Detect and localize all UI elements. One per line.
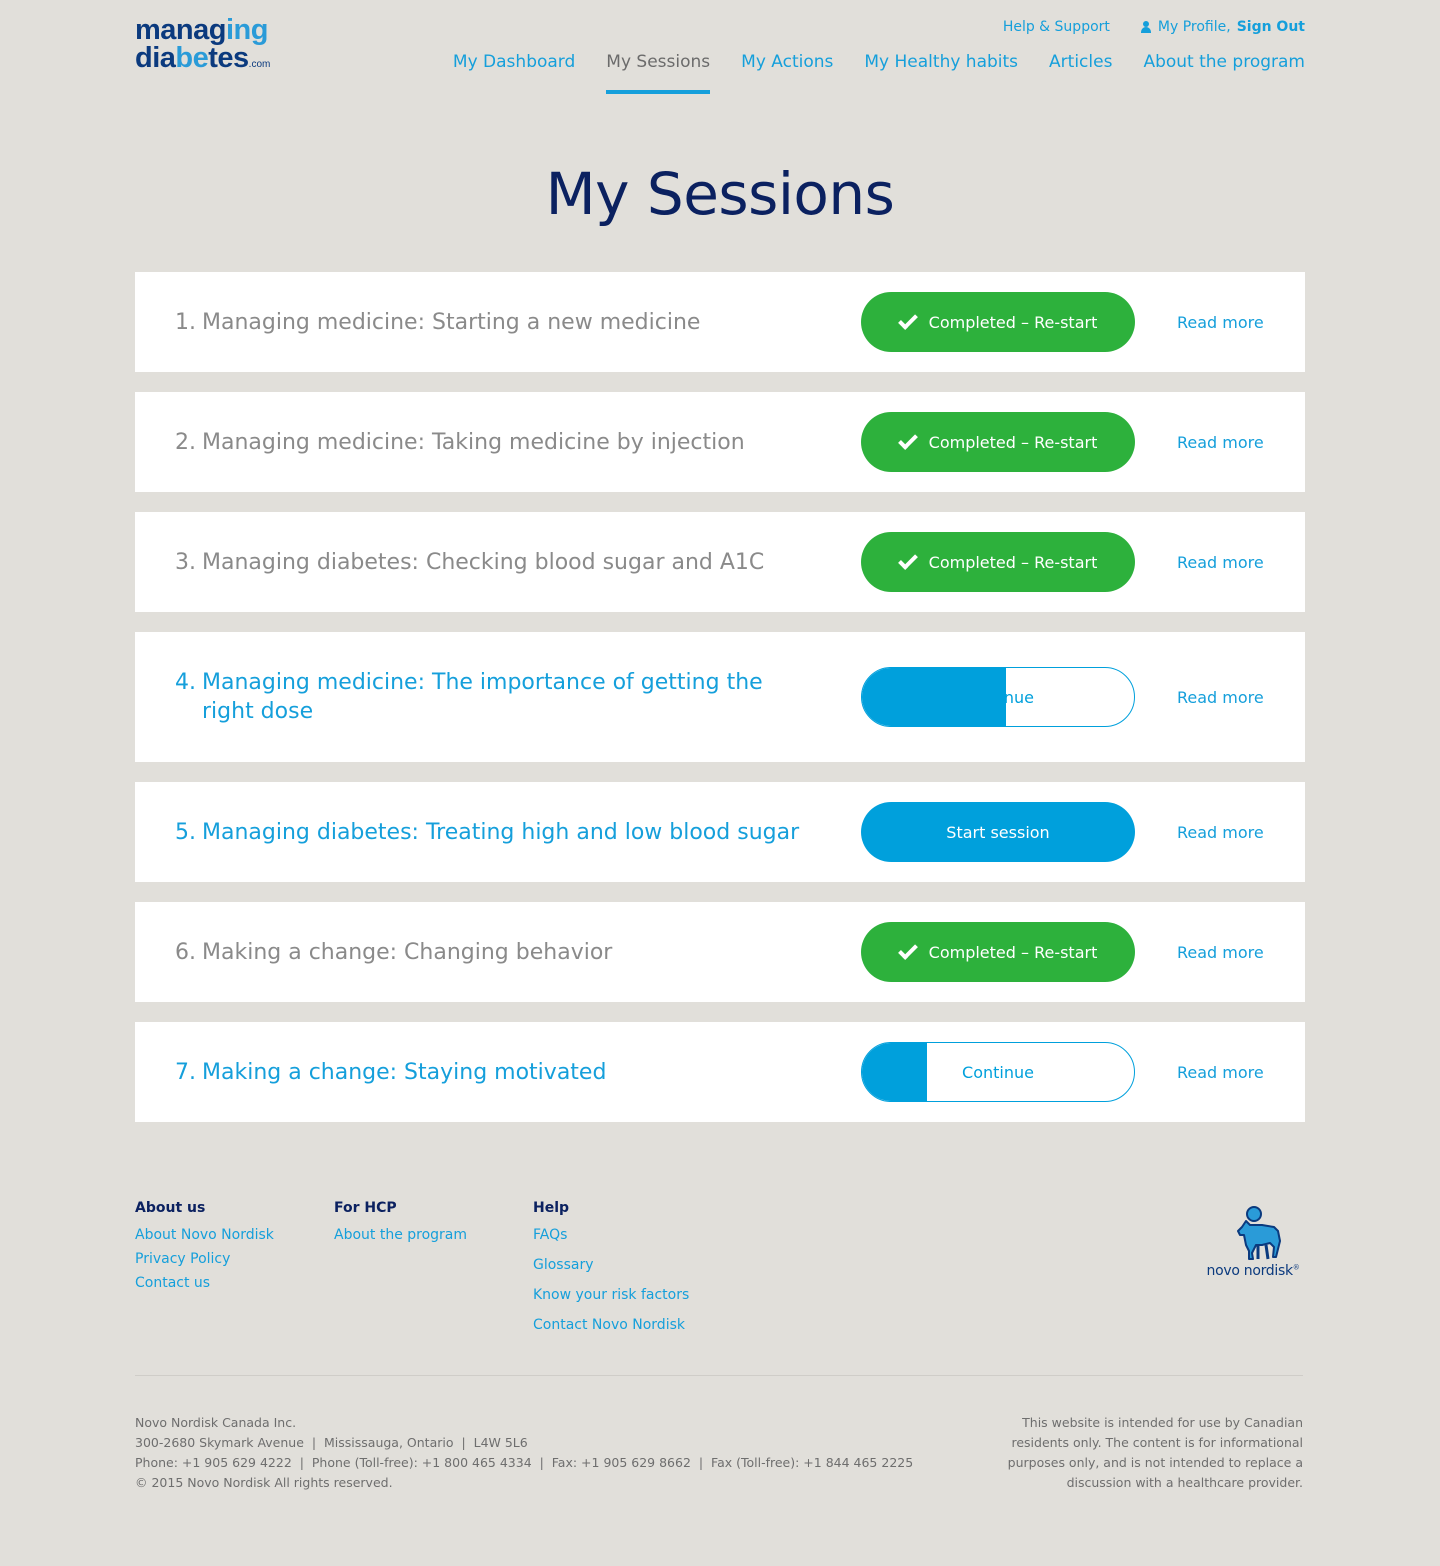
- read-more-link[interactable]: Read more: [1177, 822, 1264, 842]
- session-title-text: Managing medicine: Starting a new medicine: [202, 309, 701, 335]
- page-title: My Sessions: [545, 160, 895, 228]
- read-more-link[interactable]: Read more: [1177, 432, 1264, 452]
- button-label: Continue: [962, 1062, 1034, 1082]
- checkmark-icon: [898, 310, 918, 330]
- session-number: 4.: [175, 670, 196, 695]
- nav-my-sessions[interactable]: My Sessions: [606, 52, 710, 94]
- restart-button[interactable]: [861, 532, 1135, 592]
- novo-nordisk-logo[interactable]: [1200, 1205, 1306, 1279]
- button-label: Start session: [946, 822, 1050, 842]
- session-card: [135, 512, 1305, 612]
- session-card: [135, 782, 1305, 882]
- session-number: 7.: [175, 1059, 196, 1085]
- my-profile-link[interactable]: My Profile,: [1157, 19, 1231, 35]
- footer-link-risk-factors[interactable]: Know your risk factors: [533, 1287, 690, 1303]
- progress-fill: [862, 1043, 927, 1101]
- copyright: © 2015 Novo Nordisk All rights reserved.: [135, 1475, 393, 1490]
- button-label: Continue: [962, 687, 1034, 707]
- nav-articles[interactable]: Articles: [1049, 52, 1113, 72]
- site-logo[interactable]: [135, 14, 271, 74]
- continue-button[interactable]: [861, 667, 1135, 727]
- footer-link-about-novo-nordisk[interactable]: About Novo Nordisk: [135, 1227, 274, 1243]
- continue-button[interactable]: [861, 1042, 1135, 1102]
- footer-link-contact-us[interactable]: Contact us: [135, 1275, 211, 1291]
- company-address: [135, 1413, 913, 1493]
- main-nav: [453, 52, 1305, 94]
- footer-link-faqs[interactable]: FAQs: [533, 1227, 568, 1243]
- read-more-link[interactable]: Read more: [1177, 1062, 1264, 1082]
- footer-column-hcp: [334, 1200, 533, 1347]
- session-card: [135, 392, 1305, 492]
- session-number: 3.: [175, 549, 196, 575]
- session-card: [135, 632, 1305, 762]
- session-number: 2.: [175, 429, 196, 455]
- button-label: Completed – Re-start: [928, 312, 1098, 332]
- session-title: [175, 818, 805, 847]
- sign-out-link[interactable]: Sign Out: [1236, 19, 1305, 35]
- button-label: Completed – Re-start: [928, 432, 1098, 452]
- session-title-text: Making a change: Changing behavior: [202, 939, 613, 965]
- session-title: [175, 548, 805, 577]
- read-more-link[interactable]: Read more: [1177, 312, 1264, 332]
- help-support-link[interactable]: Help & Support: [1002, 19, 1110, 35]
- sessions-list: [135, 272, 1305, 1142]
- session-title-text: Making a change: Staying motivated: [202, 1059, 607, 1085]
- restart-button[interactable]: [861, 922, 1135, 982]
- bull-icon: [1222, 1205, 1284, 1267]
- restart-button[interactable]: [861, 292, 1135, 352]
- nav-my-dashboard[interactable]: My Dashboard: [452, 52, 576, 72]
- button-label: Completed – Re-start: [928, 942, 1098, 962]
- footer-heading: For HCP: [334, 1200, 397, 1216]
- footer-link-contact-novo-nordisk[interactable]: Contact Novo Nordisk: [533, 1317, 685, 1333]
- nav-my-healthy-habits[interactable]: My Healthy habits: [864, 52, 1019, 72]
- profile-area: [1140, 19, 1305, 35]
- address-line: 300-2680 Skymark Avenue | Mississauga, Ontario | L4W 5L6: [135, 1435, 528, 1450]
- session-card: [135, 902, 1305, 1002]
- address-line: Novo Nordisk Canada Inc.: [135, 1415, 297, 1430]
- logo-text-part: tes: [208, 41, 249, 74]
- checkmark-icon: [898, 430, 918, 450]
- utility-nav: [1003, 19, 1305, 35]
- checkmark-icon: [898, 940, 918, 960]
- session-title: [175, 308, 805, 337]
- footer-heading: Help: [533, 1200, 570, 1216]
- footer-divider: [135, 1375, 1303, 1376]
- logo-text-part: manag: [135, 14, 226, 46]
- button-label: Completed – Re-start: [928, 552, 1098, 572]
- footer-heading: About us: [135, 1200, 206, 1216]
- brand-name: novo nordisk®: [1206, 1263, 1300, 1279]
- nav-my-actions[interactable]: My Actions: [741, 52, 834, 72]
- session-title-text: Managing medicine: The importance of getting the right dose: [202, 670, 763, 724]
- session-title-text: Managing diabetes: Checking blood sugar and A1C: [202, 549, 765, 575]
- session-title: [175, 1058, 805, 1087]
- address-line: Phone: +1 905 629 4222 | Phone (Toll-free): +1 800 465 4334 | Fax: +1 905 629 8662 | Fax (Toll-free): +1 844 465 2225: [135, 1455, 914, 1470]
- nav-about-the-program[interactable]: About the program: [1143, 52, 1305, 72]
- logo-text-part: be: [175, 41, 209, 74]
- read-more-link[interactable]: Read more: [1177, 552, 1264, 572]
- checkmark-icon: [898, 550, 918, 570]
- footer-links: [135, 1200, 732, 1347]
- footer-link-privacy-policy[interactable]: Privacy Policy: [135, 1251, 231, 1267]
- footer-column-about: [135, 1200, 334, 1347]
- logo-suffix: .com: [248, 58, 271, 70]
- start-session-button[interactable]: [861, 802, 1135, 862]
- read-more-link[interactable]: Read more: [1177, 942, 1264, 962]
- restart-button[interactable]: [861, 412, 1135, 472]
- session-number: 1.: [175, 309, 196, 335]
- user-icon: [1140, 21, 1152, 33]
- session-card: [135, 272, 1305, 372]
- read-more-link[interactable]: Read more: [1177, 687, 1264, 707]
- footer-link-about-program[interactable]: About the program: [334, 1227, 468, 1243]
- logo-text-part: dia: [135, 41, 176, 74]
- footer-column-help: [533, 1200, 732, 1347]
- disclaimer: This website is intended for use by Canadian residents only. The content is for informational purposes only, and is not intended to replace a discussion with a healthcare provider.: [1007, 1415, 1303, 1490]
- session-title: [175, 938, 805, 967]
- session-title: [175, 668, 765, 726]
- logo-text-part: ing: [225, 14, 268, 46]
- footer-link-glossary[interactable]: Glossary: [533, 1257, 594, 1273]
- session-title-text: Managing diabetes: Treating high and low blood sugar: [202, 819, 800, 845]
- session-title: [175, 428, 805, 457]
- session-card: [135, 1022, 1305, 1122]
- session-title-text: Managing medicine: Taking medicine by injection: [202, 429, 745, 455]
- session-number: 5.: [175, 819, 196, 845]
- session-number: 6.: [175, 939, 196, 965]
